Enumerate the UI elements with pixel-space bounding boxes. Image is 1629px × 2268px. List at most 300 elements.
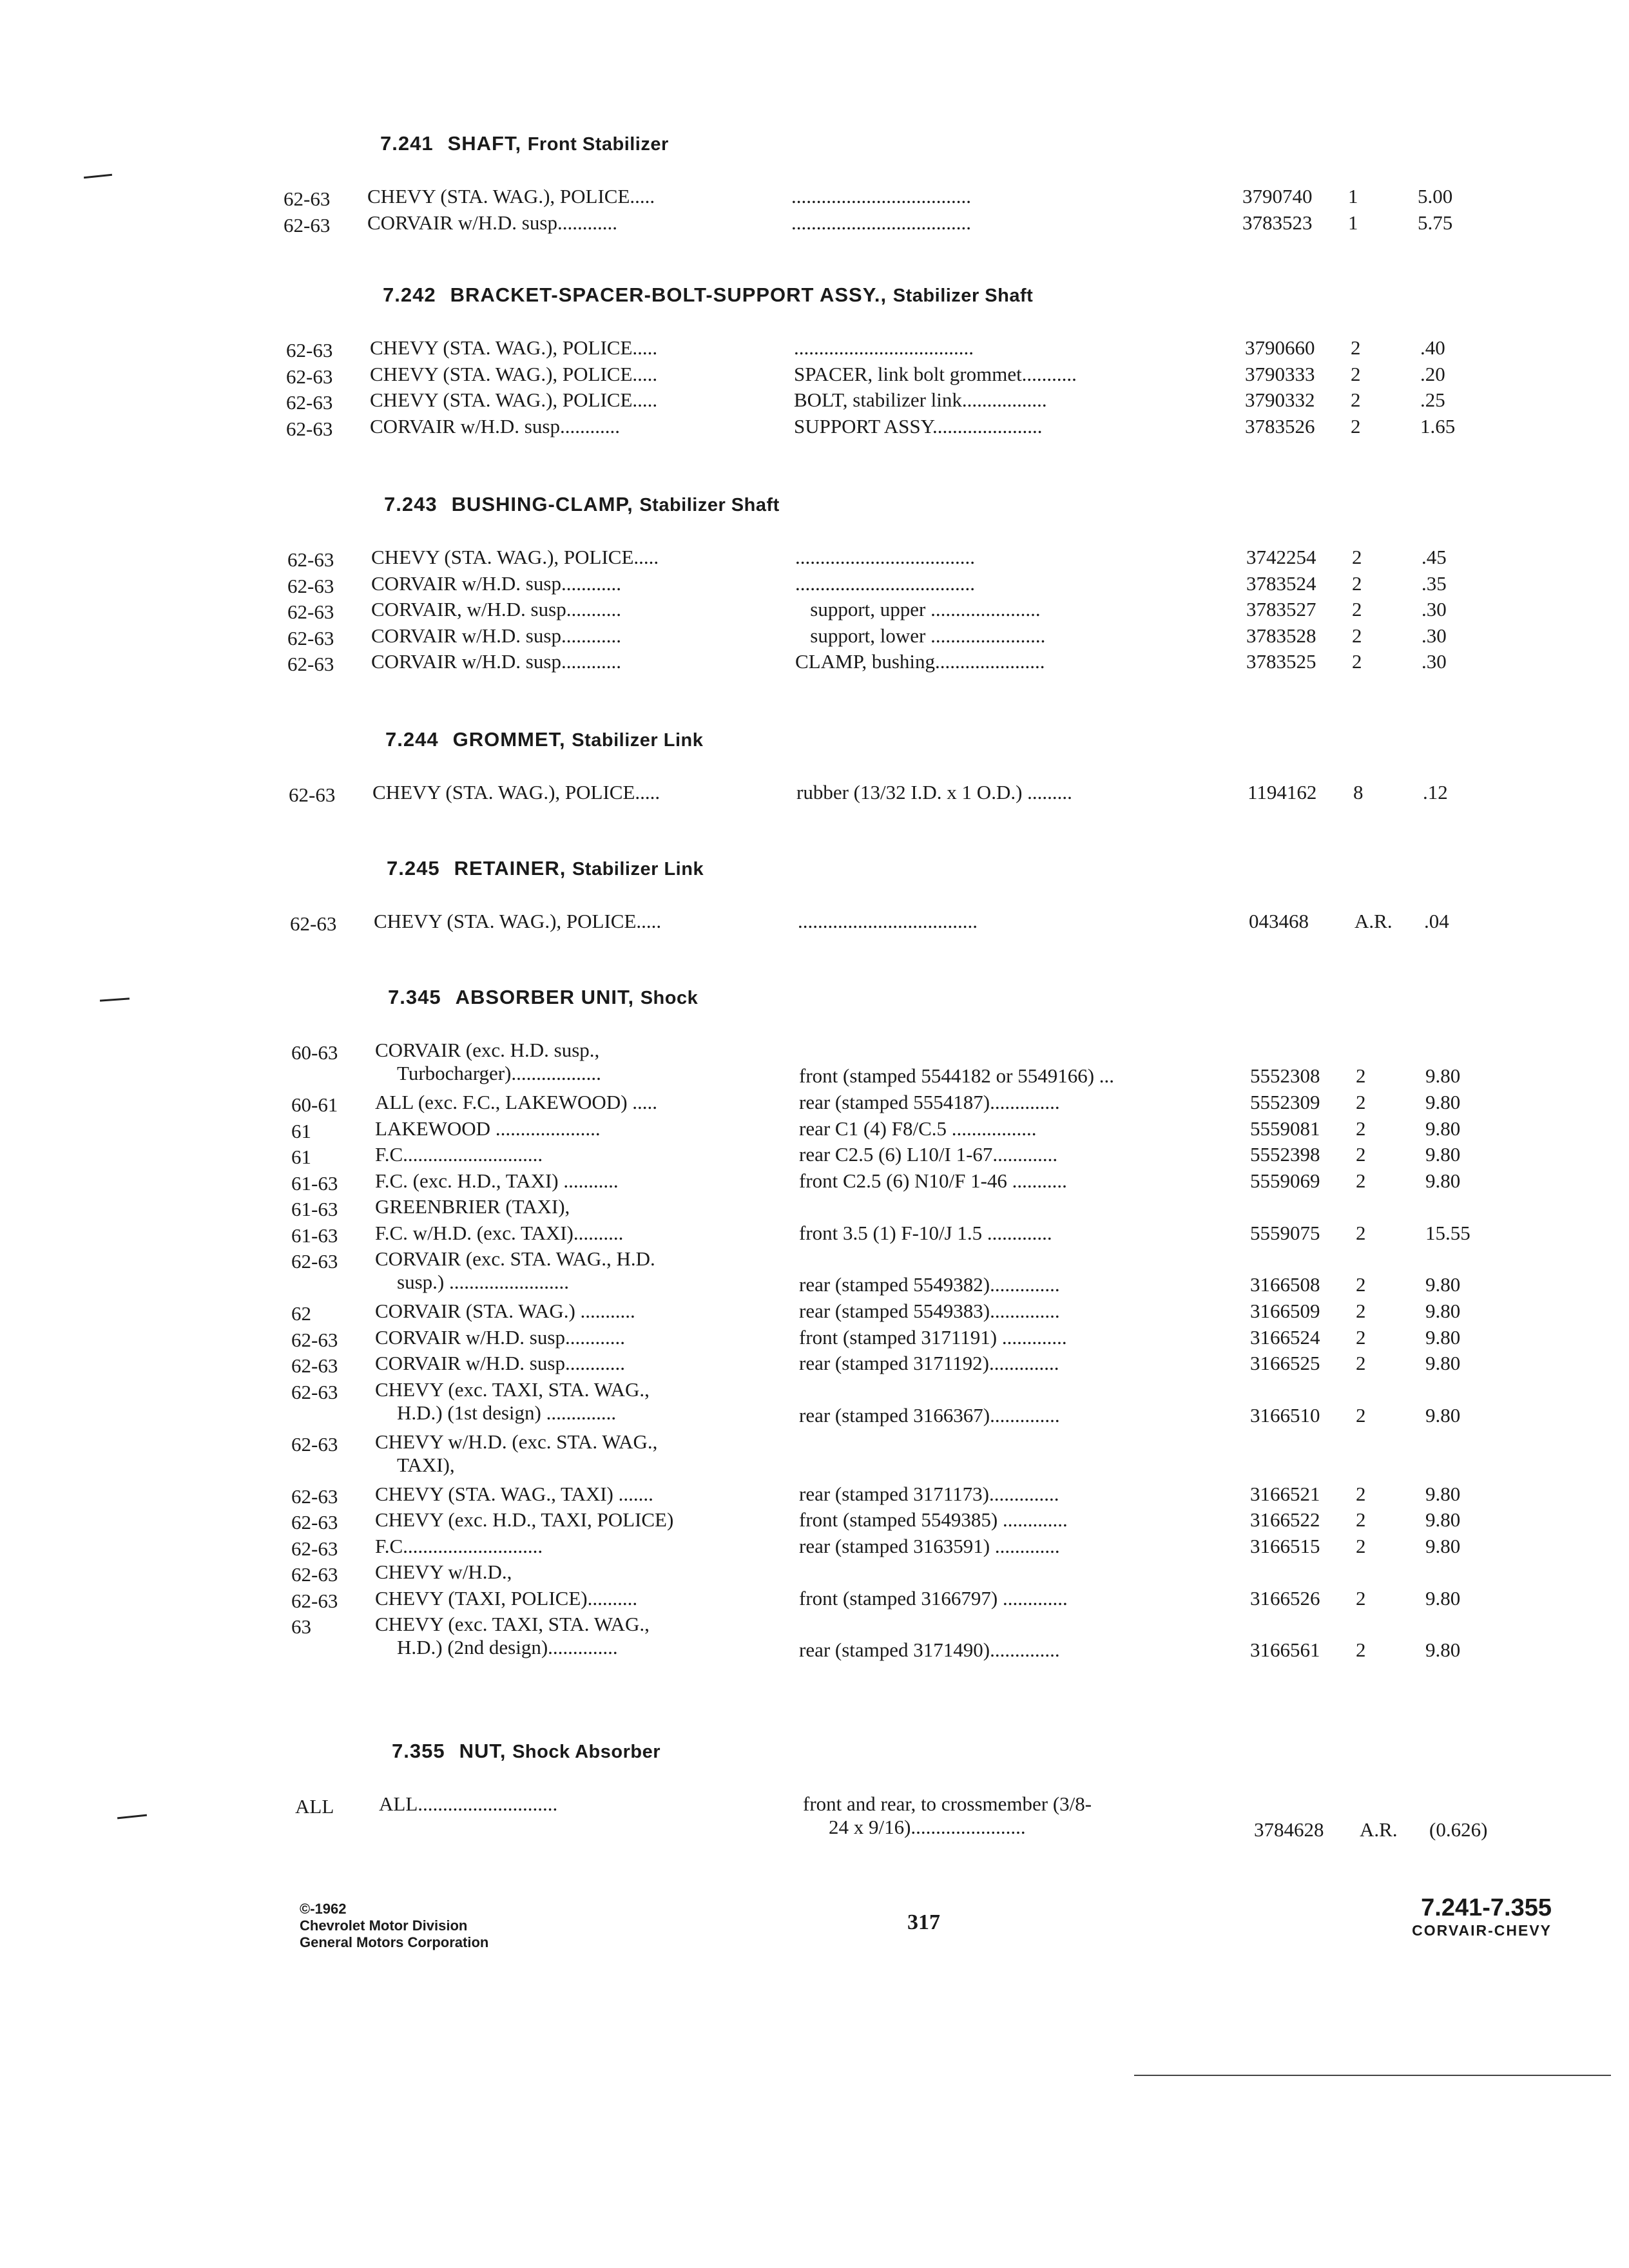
quantity-cell: 2 <box>1356 1482 1366 1505</box>
model-cell <box>371 650 758 673</box>
table-row <box>291 1091 1516 1117</box>
model-cell <box>371 546 758 569</box>
part-number-cell: 3783527 <box>1246 598 1316 620</box>
model-line: F.C. w/H.D. (exc. TAXI).......... <box>375 1221 624 1244</box>
table-row <box>291 1430 1516 1483</box>
model-cell <box>375 1378 762 1425</box>
description-cell <box>794 336 1219 360</box>
quantity-cell: 2 <box>1356 1534 1366 1557</box>
table-row <box>286 415 1510 441</box>
section-range-block <box>1412 1894 1552 1939</box>
margin-mark <box>84 174 112 179</box>
table-row <box>291 1508 1516 1535</box>
description-line: rear (stamped 5549383).............. <box>799 1300 1060 1322</box>
quantity-cell: 2 <box>1351 336 1361 359</box>
description-line: rear (stamped 3163591) ............. <box>799 1534 1060 1557</box>
parts-table <box>287 546 1512 677</box>
model-cell <box>375 1326 762 1349</box>
model-line: CHEVY (STA. WAG.), POLICE..... <box>374 910 662 932</box>
model-line: CHEVY w/H.D. (exc. STA. WAG., <box>375 1430 658 1453</box>
description-cell <box>794 389 1219 412</box>
model-cell <box>370 363 757 386</box>
section-heading <box>387 857 704 880</box>
description-cell <box>794 415 1219 438</box>
part-number-cell: 3166515 <box>1250 1534 1320 1557</box>
parts-table <box>295 1792 1519 1845</box>
model-line-2: H.D.) (2nd design).............. <box>397 1636 618 1658</box>
description-line: .................................... <box>791 211 971 234</box>
table-row <box>291 1352 1516 1378</box>
description-cell <box>794 363 1219 386</box>
description-line: .................................... <box>794 336 974 359</box>
model-cell <box>375 1039 762 1085</box>
copyright-year: ©-1962 <box>300 1901 347 1917</box>
year-cell: 62-63 <box>291 1537 338 1560</box>
year-cell: 60-63 <box>291 1041 338 1064</box>
model-cell <box>375 1430 762 1477</box>
description-line: .................................... <box>798 910 978 932</box>
model-line: CORVAIR w/H.D. susp............ <box>367 211 617 234</box>
price-cell: 9.80 <box>1425 1586 1461 1610</box>
model-line: CORVAIR (exc. H.D. susp., <box>375 1039 600 1061</box>
table-row <box>291 1378 1516 1430</box>
year-cell: 62-63 <box>291 1328 338 1351</box>
section-subtitle: Front Stabilizer <box>527 134 669 155</box>
description-line: SPACER, link bolt grommet........... <box>794 362 1077 385</box>
part-number-cell: 3166521 <box>1250 1482 1320 1505</box>
table-row <box>291 1247 1516 1300</box>
model-line: GREENBRIER (TAXI), <box>375 1195 570 1218</box>
description-line: .................................... <box>795 572 975 595</box>
part-number-cell: 3783524 <box>1246 572 1316 595</box>
section-number: 7.242 <box>383 284 436 306</box>
price-cell: 9.80 <box>1425 1091 1461 1113</box>
year-cell: 62-63 <box>291 1589 338 1612</box>
table-row <box>287 546 1512 572</box>
price-cell: .40 <box>1420 336 1445 359</box>
division-name: Chevrolet Motor Division <box>300 1917 468 1934</box>
model-cell <box>375 1169 762 1193</box>
part-number-cell: 5552309 <box>1250 1091 1320 1113</box>
section-title: SHAFT, <box>447 132 522 155</box>
quantity-cell: 2 <box>1356 1064 1366 1087</box>
section-subtitle: Stabilizer Shaft <box>892 285 1034 306</box>
table-row <box>291 1195 1516 1222</box>
description-line: rear (stamped 3171192).............. <box>799 1352 1059 1374</box>
table-row <box>286 363 1510 389</box>
section-number: 7.355 <box>392 1740 445 1762</box>
description-cell <box>799 1143 1224 1166</box>
part-number-cell: 1194162 <box>1248 781 1317 803</box>
section-subtitle: Stabilizer Shaft <box>639 495 780 515</box>
price-cell: 9.80 <box>1425 1534 1461 1557</box>
quantity-cell: 2 <box>1352 572 1362 595</box>
model-cell <box>375 1222 762 1245</box>
price-cell: 9.80 <box>1425 1508 1461 1531</box>
model-cell <box>375 1195 762 1218</box>
price-cell: 9.80 <box>1425 1117 1461 1140</box>
price-cell: 9.80 <box>1425 1064 1461 1087</box>
table-row <box>291 1483 1516 1509</box>
model-line: CHEVY (STA. WAG.), POLICE..... <box>370 336 658 359</box>
description-cell <box>795 650 1220 673</box>
model-line: CHEVY (exc. TAXI, STA. WAG., <box>375 1378 650 1401</box>
year-cell: 62-63 <box>289 783 336 806</box>
year-cell: 62-63 <box>284 187 331 210</box>
model-line: CORVAIR (exc. STA. WAG., H.D. <box>375 1247 655 1270</box>
quantity-cell: 2 <box>1356 1403 1366 1427</box>
quantity-cell: 2 <box>1356 1117 1366 1140</box>
table-row <box>291 1561 1516 1587</box>
table-row <box>291 1143 1516 1169</box>
description-cell <box>799 1326 1224 1349</box>
model-line-2: H.D.) (1st design) .............. <box>397 1401 617 1424</box>
price-cell: .30 <box>1422 598 1447 620</box>
section-number: 7.243 <box>384 493 438 515</box>
quantity-cell: 2 <box>1356 1091 1366 1113</box>
corporation-name: General Motors Corporation <box>300 1934 489 1950</box>
description-line: rear (stamped 5549382).............. <box>799 1273 1060 1296</box>
year-cell: 61-63 <box>291 1198 338 1220</box>
model-cell <box>375 1247 762 1294</box>
model-line: CHEVY (TAXI, POLICE).......... <box>375 1586 638 1610</box>
margin-mark <box>100 997 130 1001</box>
section-subtitle: Stabilizer Link <box>572 730 704 751</box>
description-cell <box>799 1508 1224 1532</box>
model-line: CHEVY (exc. TAXI, STA. WAG., <box>375 1613 650 1635</box>
parts-table <box>290 910 1514 936</box>
description-line: SUPPORT ASSY...................... <box>794 414 1043 437</box>
model-cell <box>375 1091 762 1114</box>
description-line: front (stamped 5549385) ............. <box>799 1508 1068 1531</box>
model-line: CHEVY w/H.D., <box>375 1561 512 1583</box>
price-cell: .04 <box>1424 910 1449 932</box>
quantity-cell: 2 <box>1352 650 1362 673</box>
table-row <box>289 781 1513 807</box>
price-cell: 15.55 <box>1425 1221 1470 1244</box>
price-cell: .45 <box>1422 546 1447 568</box>
price-cell: .25 <box>1420 389 1445 411</box>
section-heading <box>384 493 780 516</box>
part-number-cell: 5559081 <box>1250 1117 1320 1140</box>
description-cell <box>799 1117 1224 1140</box>
quantity-cell: 2 <box>1356 1586 1366 1610</box>
model-line-2: susp.) ........................ <box>397 1271 569 1293</box>
price-cell: 1.65 <box>1420 414 1456 437</box>
section-title: RETAINER, <box>454 857 566 879</box>
model-line: F.C............................ <box>375 1143 543 1166</box>
description-line: rubber (13/32 I.D. x 1 O.D.) ......... <box>796 781 1072 803</box>
description-cell <box>798 910 1223 933</box>
description-cell <box>799 1273 1224 1296</box>
quantity-cell: A.R. <box>1354 910 1393 932</box>
price-cell: .30 <box>1422 650 1447 673</box>
price-cell: 9.80 <box>1425 1325 1461 1349</box>
description-line: rear C2.5 (6) L10/I 1-67............. <box>799 1143 1058 1166</box>
description-cell <box>791 211 1217 235</box>
price-cell: .12 <box>1423 781 1448 803</box>
description-line: front (stamped 3171191) ............. <box>799 1325 1067 1349</box>
catalog-subtitle: CORVAIR-CHEVY <box>1412 1922 1552 1939</box>
model-line: CHEVY (exc. H.D., TAXI, POLICE) <box>375 1508 674 1531</box>
part-number-cell: 3790332 <box>1245 389 1315 411</box>
part-number-cell: 3166510 <box>1250 1403 1320 1427</box>
model-line-2: TAXI), <box>397 1453 455 1476</box>
section-title: ABSORBER UNIT, <box>455 986 635 1008</box>
quantity-cell: 1 <box>1348 211 1358 234</box>
section-heading <box>380 132 669 155</box>
table-row <box>291 1326 1516 1352</box>
year-cell: 60-61 <box>291 1093 338 1116</box>
model-cell <box>375 1508 762 1532</box>
model-cell <box>371 572 758 595</box>
description-cell <box>799 1587 1224 1610</box>
part-number-cell: 3166509 <box>1250 1300 1320 1322</box>
year-cell: 61 <box>291 1146 311 1168</box>
price-cell: 9.80 <box>1425 1482 1461 1505</box>
model-line: ALL (exc. F.C., LAKEWOOD) ..... <box>375 1091 658 1113</box>
model-cell <box>375 1587 762 1610</box>
model-line: F.C. (exc. H.D., TAXI) ........... <box>375 1169 619 1192</box>
table-row <box>287 650 1512 677</box>
quantity-cell: 2 <box>1356 1325 1366 1349</box>
part-number-cell: 3166526 <box>1250 1586 1320 1610</box>
section-heading <box>392 1740 660 1763</box>
section-number: 7.345 <box>388 986 441 1008</box>
quantity-cell: A.R. <box>1360 1818 1398 1841</box>
description-line: support, upper ...................... <box>795 598 1041 620</box>
year-cell: 63 <box>291 1615 311 1638</box>
quantity-cell: 2 <box>1352 624 1362 647</box>
model-line: LAKEWOOD ..................... <box>375 1117 601 1140</box>
description-line: .................................... <box>795 546 975 568</box>
year-cell: 62-63 <box>286 339 333 361</box>
price-cell: 9.80 <box>1425 1403 1461 1427</box>
description-line: front 3.5 (1) F-10/J 1.5 ............. <box>799 1221 1052 1244</box>
table-row <box>291 1169 1516 1196</box>
year-cell: 62-63 <box>284 213 331 236</box>
model-line: CORVAIR w/H.D. susp............ <box>375 1352 625 1374</box>
model-line: CORVAIR w/H.D. susp............ <box>371 624 621 647</box>
table-row <box>284 185 1508 211</box>
section-heading <box>383 284 1033 307</box>
quantity-cell: 2 <box>1352 598 1362 620</box>
model-cell <box>367 211 754 235</box>
quantity-cell: 2 <box>1351 389 1361 411</box>
year-cell: 62-63 <box>290 912 337 935</box>
quantity-cell: 2 <box>1356 1639 1366 1661</box>
table-row <box>291 1613 1516 1665</box>
description-line: front (stamped 5544182 or 5549166) ... <box>799 1064 1115 1087</box>
section-number: 7.244 <box>385 728 439 751</box>
model-line: CHEVY (STA. WAG.), POLICE..... <box>370 389 658 411</box>
year-cell: 62-63 <box>287 601 334 623</box>
description-line: front (stamped 3166797) ............. <box>799 1586 1068 1610</box>
year-cell: 61-63 <box>291 1224 338 1247</box>
model-cell <box>379 1792 766 1816</box>
description-cell <box>799 1169 1224 1193</box>
parts-table <box>291 1039 1516 1665</box>
section-subtitle: Shock Absorber <box>512 1742 661 1762</box>
year-cell: 62-63 <box>287 548 334 571</box>
section-number: 7.241 <box>380 132 434 155</box>
quantity-cell: 8 <box>1353 781 1364 803</box>
table-row <box>295 1792 1519 1845</box>
year-cell: ALL <box>295 1795 334 1818</box>
description-line: BOLT, stabilizer link................. <box>794 389 1047 411</box>
description-cell <box>791 185 1217 208</box>
model-cell <box>375 1613 762 1659</box>
description-line: .................................... <box>791 185 971 207</box>
description-cell <box>799 1064 1224 1088</box>
model-cell <box>370 336 757 360</box>
quantity-cell: 2 <box>1356 1352 1366 1374</box>
description-cell <box>796 781 1222 804</box>
copyright-block <box>300 1901 488 1951</box>
quantity-cell: 2 <box>1356 1508 1366 1531</box>
description-line: rear (stamped 3166367).............. <box>799 1403 1060 1427</box>
description-cell <box>799 1483 1224 1506</box>
description-cell <box>795 598 1220 621</box>
model-cell <box>375 1535 762 1558</box>
part-number-cell: 3783528 <box>1246 624 1316 647</box>
year-cell: 62-63 <box>291 1250 338 1273</box>
description-line: rear (stamped 3171490).............. <box>799 1639 1060 1661</box>
year-cell: 62-63 <box>287 574 334 597</box>
section-number: 7.245 <box>387 857 440 879</box>
margin-mark <box>117 1814 147 1820</box>
table-row <box>287 572 1512 599</box>
table-row <box>287 598 1512 624</box>
model-cell <box>370 389 757 412</box>
year-cell: 62 <box>291 1302 311 1325</box>
part-number-cell: 3166561 <box>1250 1639 1320 1661</box>
price-cell: 5.00 <box>1418 185 1453 207</box>
description-line: rear (stamped 5554187).............. <box>799 1091 1060 1113</box>
year-cell: 62-63 <box>287 626 334 649</box>
table-row <box>291 1222 1516 1248</box>
model-cell <box>375 1143 762 1166</box>
description-line: rear (stamped 3171173).............. <box>799 1482 1059 1505</box>
section-title: BRACKET-SPACER-BOLT-SUPPORT ASSY., <box>450 284 887 306</box>
model-cell <box>375 1352 762 1375</box>
price-cell: 9.80 <box>1425 1273 1461 1296</box>
model-line-2: Turbocharger).................. <box>397 1062 601 1084</box>
price-cell: (0.626) <box>1429 1818 1488 1841</box>
part-number-cell: 3790333 <box>1245 362 1315 385</box>
model-line: CORVAIR w/H.D. susp............ <box>375 1325 625 1349</box>
part-number-cell: 3166524 <box>1250 1325 1320 1349</box>
part-number-cell: 3783523 <box>1242 211 1313 234</box>
part-number-cell: 5552308 <box>1250 1064 1320 1087</box>
description-cell <box>795 572 1220 595</box>
year-cell: 62-63 <box>291 1380 338 1403</box>
section-range: 7.241-7.355 <box>1421 1894 1552 1921</box>
part-number-cell: 3166522 <box>1250 1508 1320 1531</box>
description-cell <box>795 624 1220 648</box>
section-subtitle: Shock <box>640 988 699 1008</box>
description-line: CLAMP, bushing...................... <box>795 650 1045 673</box>
parts-table <box>286 336 1510 441</box>
year-cell: 62-63 <box>286 417 333 440</box>
description-cell <box>799 1535 1224 1558</box>
price-cell: .20 <box>1420 362 1445 385</box>
year-cell: 61 <box>291 1119 311 1142</box>
quantity-cell: 2 <box>1352 546 1362 568</box>
part-number-cell: 5552398 <box>1250 1143 1320 1166</box>
price-cell: 9.80 <box>1425 1352 1461 1374</box>
model-cell <box>375 1117 762 1140</box>
description-line: front C2.5 (6) N10/F 1-46 ........... <box>799 1169 1067 1192</box>
table-row <box>286 389 1510 415</box>
model-line: CORVAIR, w/H.D. susp........... <box>371 598 621 620</box>
price-cell: 9.80 <box>1425 1143 1461 1166</box>
part-number-cell: 3783526 <box>1245 414 1315 437</box>
part-number-cell: 3166508 <box>1250 1273 1320 1296</box>
table-row <box>290 910 1514 936</box>
table-row <box>291 1300 1516 1326</box>
section-heading <box>388 986 698 1009</box>
parts-table <box>284 185 1508 237</box>
year-cell: 62-63 <box>291 1563 338 1586</box>
price-cell: 9.80 <box>1425 1300 1461 1322</box>
year-cell: 62-63 <box>291 1485 338 1508</box>
model-line: CORVAIR (STA. WAG.) ........... <box>375 1300 635 1322</box>
description-line: front and rear, to crossmember (3/8- <box>803 1792 1092 1815</box>
part-number-cell: 043468 <box>1249 910 1309 932</box>
model-line: ALL............................ <box>379 1792 558 1815</box>
table-row <box>291 1587 1516 1613</box>
section-title: GROMMET, <box>452 728 566 751</box>
page-number: 317 <box>907 1910 940 1934</box>
year-cell: 62-63 <box>286 365 333 388</box>
description-cell <box>799 1404 1224 1427</box>
part-number-cell: 5559075 <box>1250 1221 1320 1244</box>
section-title: NUT, <box>459 1740 506 1762</box>
model-line: CHEVY (STA. WAG.), POLICE..... <box>370 362 658 385</box>
model-cell <box>371 624 758 648</box>
model-line: CORVAIR w/H.D. susp............ <box>371 650 621 673</box>
description-cell <box>799 1352 1224 1375</box>
part-number-cell: 3783525 <box>1246 650 1316 673</box>
quantity-cell: 1 <box>1348 185 1358 207</box>
parts-table <box>289 781 1513 807</box>
model-cell <box>367 185 754 208</box>
description-line-2: 24 x 9/16)....................... <box>829 1816 1026 1838</box>
description-cell <box>803 1792 1228 1839</box>
part-number-cell: 5559069 <box>1250 1169 1320 1192</box>
model-cell <box>375 1561 762 1584</box>
description-cell <box>795 546 1220 569</box>
table-row <box>287 624 1512 651</box>
year-cell: 62-63 <box>291 1354 338 1377</box>
price-cell: 9.80 <box>1425 1169 1461 1192</box>
quantity-cell: 2 <box>1351 414 1361 437</box>
model-line: CHEVY (STA. WAG.), POLICE..... <box>367 185 655 207</box>
model-line: CHEVY (STA. WAG.), POLICE..... <box>372 781 660 803</box>
quantity-cell: 2 <box>1356 1169 1366 1192</box>
table-row <box>291 1117 1516 1144</box>
model-line: CHEVY (STA. WAG.), POLICE..... <box>371 546 659 568</box>
section-title: BUSHING-CLAMP, <box>451 493 633 515</box>
section-subtitle: Stabilizer Link <box>572 859 704 879</box>
quantity-cell: 2 <box>1356 1221 1366 1244</box>
table-row <box>286 336 1510 363</box>
description-cell <box>799 1639 1224 1662</box>
year-cell: 62-63 <box>291 1432 338 1456</box>
price-cell: .35 <box>1422 572 1447 595</box>
model-cell <box>375 1483 762 1506</box>
